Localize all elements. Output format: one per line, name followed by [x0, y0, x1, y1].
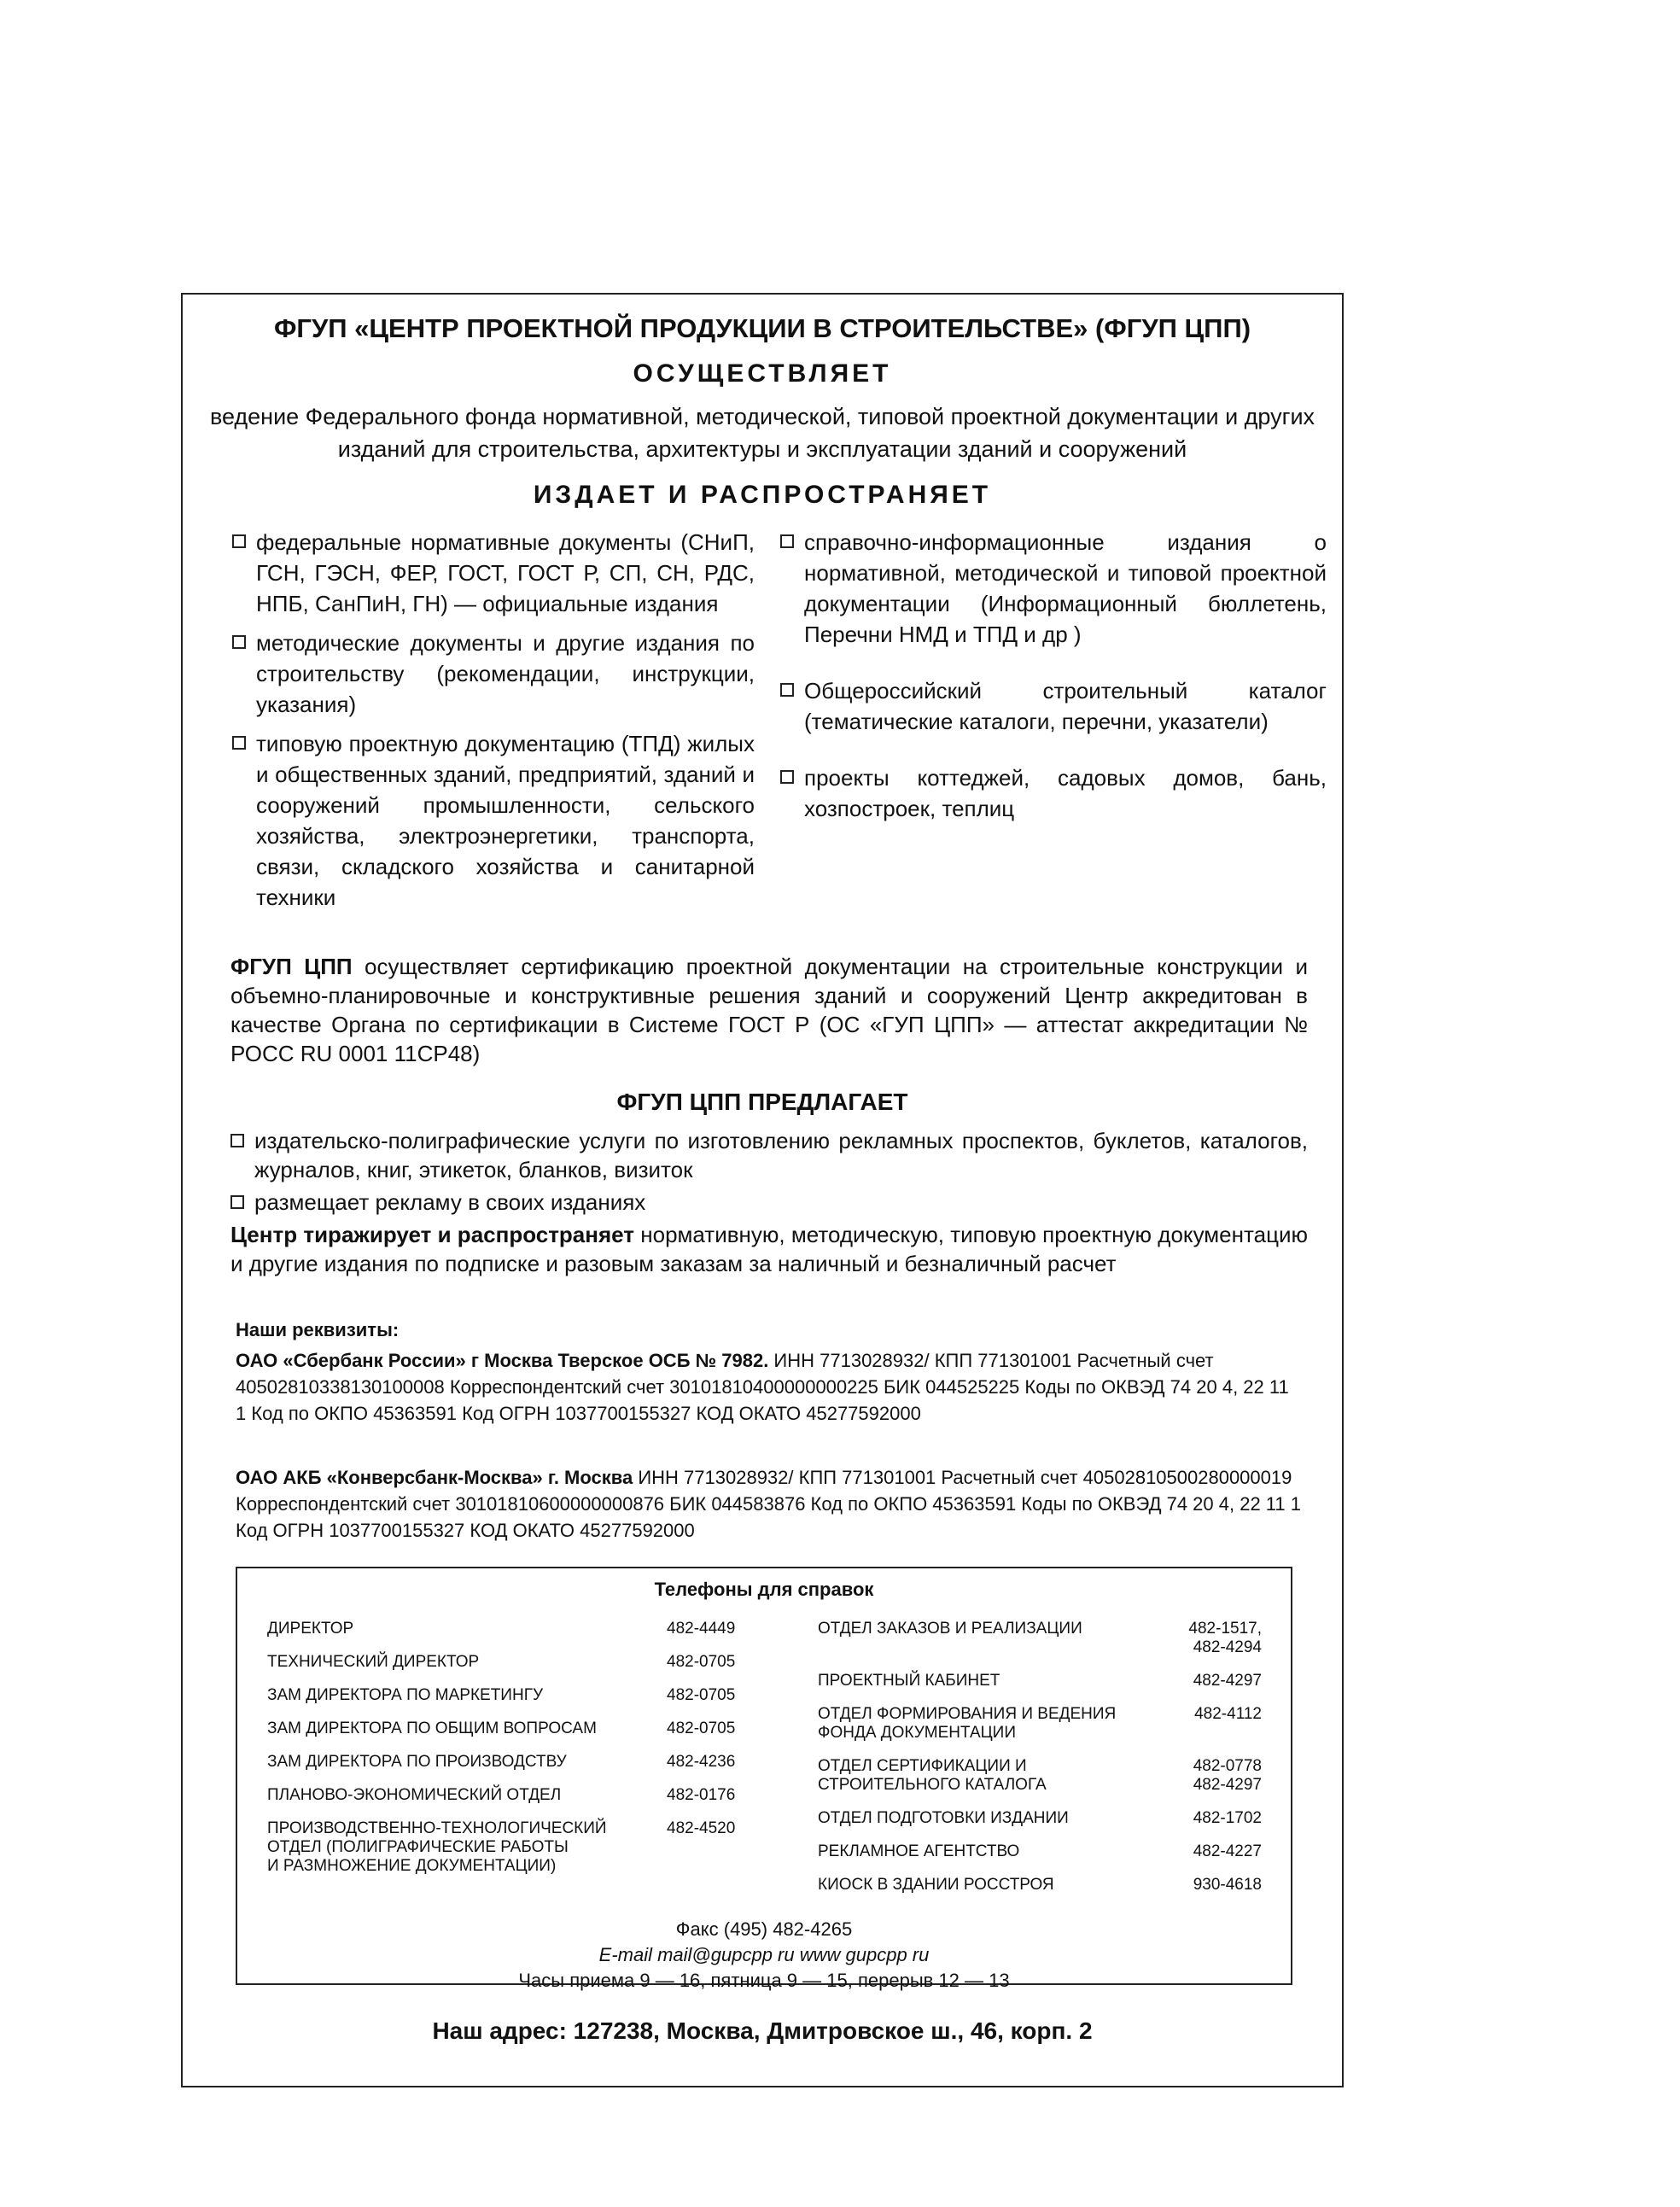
- phone-row: КИОСК В ЗДАНИИ РОССТРОЯ 930-4618: [818, 1876, 1262, 1894]
- document-frame: [181, 293, 1344, 2087]
- checkbox-square-icon: [780, 534, 794, 548]
- lead-text: [183, 400, 1342, 465]
- phones-title: Телефоны для справок: [654, 1579, 874, 1600]
- cert-bold: ФГУП ЦПП: [230, 954, 353, 979]
- lead-text-content: ведение Федерального фонда нормативной, методической, типовой проектной документации и других изданий для строительства, архитектуры и эксплуатации зданий и сооружений: [209, 404, 1315, 462]
- replication-paragraph: [230, 1220, 1308, 1278]
- heading-offers: ФГУП ЦПП ПРЕДЛАГАЕТ: [616, 1089, 908, 1115]
- phones-box: [236, 1567, 1292, 1991]
- checkbox-square-icon: [230, 1134, 244, 1147]
- offers-list: [230, 1126, 1308, 1220]
- checkbox-square-icon: [232, 534, 246, 548]
- email-web-link[interactable]: E-mail mail@gupcpp ru www gupcpp ru: [598, 1944, 930, 1965]
- certification-paragraph: [230, 952, 1308, 1068]
- office-hours: Часы приема 9 — 16, пятница 9 — 15, перерыв 12 — 13: [518, 1970, 1010, 1991]
- phone-row: ЗАМ ДИРЕКТОРА ПО ОБЩИМ ВОПРОСАМ 482-0705: [267, 1719, 736, 1737]
- tiraz-bold: Центр тиражирует и распространяет: [230, 1222, 634, 1247]
- checkbox-square-icon: [232, 635, 246, 649]
- requisites-title: Наши реквизиты:: [236, 1319, 400, 1340]
- bank-requisites-1: [236, 1347, 1303, 1427]
- checkbox-square-icon: [232, 736, 246, 750]
- phone-row: ТЕХНИЧЕСКИЙ ДИРЕКТОР 482-0705: [267, 1653, 736, 1671]
- phone-row: ОТДЕЛ ЗАКАЗОВ И РЕАЛИЗАЦИИ 482-1517, 482-4294: [818, 1620, 1262, 1656]
- checkbox-square-icon: [780, 770, 794, 784]
- document-title: ФГУП «ЦЕНТР ПРОЕКТНОЙ ПРОДУКЦИИ В СТРОИТЕЛЬСТВЕ» (ФГУП ЦПП): [273, 313, 1251, 343]
- phone-row: РЕКЛАМНОЕ АГЕНТСТВО 482-4227: [818, 1842, 1262, 1860]
- list-item: типовую проектную документацию (ТПД) жилых и общественных зданий, предприятий, зданий и сооружений промышленности, сельского хозяйства, электроэнергетики, транспорта, связи, складского хозяйства и санитарной техники: [232, 728, 755, 913]
- bank1-name: ОАО «Сбербанк России» г Москва Тверское ОСБ № 7982.: [236, 1350, 769, 1371]
- checkbox-square-icon: [230, 1195, 244, 1209]
- publish-list-left: [232, 527, 755, 921]
- phones-left-column: [267, 1620, 745, 1890]
- fax-number: Факс (495) 482-4265: [675, 1918, 853, 1940]
- list-item: методические документы и другие издания по строительству (рекомендации, инструкции, указания): [232, 628, 755, 720]
- bank2-name: ОАО АКБ «Конверсбанк-Москва» г. Москва: [236, 1467, 633, 1488]
- heading-publishes: ИЗДАЕТ И РАСПРОСТРАНЯЕТ: [533, 481, 992, 509]
- bank2-details: ИНН 7713028932/ КПП 771301001 Расчетный счет 40502810500280000019 Корреспондентский счет 30101810600000000876 БИК 044583876 Код по ОКПО 45363591 Коды по ОКВЭД 74 20 4, 22 11 1 Код ОГРН 1037700155327 КОД ОКАТО 45277592000: [236, 1467, 1301, 1541]
- phones-right-column: [818, 1620, 1262, 1909]
- list-item: издательско-полиграфические услуги по изготовлению рекламных проспектов, буклетов, каталогов, журналов, книг, этикеток, бланков, визиток: [230, 1126, 1308, 1184]
- tiraz-text: нормативную, методическую, типовую проектную документацию и другие издания по подписке и разовым заказам за наличный и безналичный расчет: [230, 1222, 1308, 1276]
- list-item: Общероссийский строительный каталог (тематические каталоги, перечни, указатели): [780, 675, 1327, 737]
- phone-row: ОТДЕЛ ФОРМИРОВАНИЯ И ВЕДЕНИЯ ФОНДА ДОКУМЕНТАЦИИ 482-4112: [818, 1705, 1262, 1742]
- publish-list-right: [780, 527, 1327, 832]
- list-item: размещает рекламу в своих изданиях: [230, 1188, 1308, 1217]
- list-item: проекты коттеджей, садовых домов, бань, хозпостроек, теплиц: [780, 762, 1327, 824]
- list-item: федеральные нормативные документы (СНиП, ГСН, ГЭСН, ФЕР, ГОСТ, ГОСТ Р, СП, СН, РДС, НПБ, СанПиН, ГН) — официальные издания: [232, 527, 755, 619]
- phone-row: ЗАМ ДИРЕКТОРА ПО ПРОИЗВОДСТВУ 482-4236: [267, 1753, 736, 1771]
- cert-text: осуществляет сертификацию проектной документации на строительные конструкции и объемно-планировочные и конструктивные решения зданий и сооружений Центр аккредитован в качестве Органа по сертификации в Системе ГОСТ Р (ОС «ГУП ЦПП» — аттестат аккредитации № РОСС RU 0001 11СР48): [230, 954, 1308, 1066]
- bank-requisites-2: [236, 1464, 1303, 1544]
- list-item: справочно-информационные издания о нормативной, методической и типовой проектной документации (Информационный бюллетень, Перечни НМД и ТПД и др ): [780, 527, 1327, 650]
- address: Наш адрес: 127238, Москва, Дмитровское ш., 46, корп. 2: [432, 2017, 1093, 2044]
- phone-row: ПЛАНОВО-ЭКОНОМИЧЕСКИЙ ОТДЕЛ 482-0176: [267, 1786, 736, 1804]
- phone-row: ЗАМ ДИРЕКТОРА ПО МАРКЕТИНГУ 482-0705: [267, 1686, 736, 1704]
- heading-performs: ОСУЩЕСТВЛЯЕТ: [633, 359, 892, 388]
- phone-row: ОТДЕЛ ПОДГОТОВКИ ИЗДАНИИ 482-1702: [818, 1809, 1262, 1827]
- bank1-details: ИНН 7713028932/ КПП 771301001 Расчетный счет 40502810338130100008 Корреспондентский счет 30101810400000000225 БИК 044525225 Коды по ОКВЭД 74 20 4, 22 11 1 Код по ОКПО 45363591 Код ОГРН 1037700155327 КОД ОКАТО 45277592000: [236, 1350, 1289, 1424]
- checkbox-square-icon: [780, 683, 794, 697]
- phone-row: ОТДЕЛ СЕРТИФИКАЦИИ И СТРОИТЕЛЬНОГО КАТАЛОГА 482-0778 482-4297: [818, 1757, 1262, 1794]
- phone-row: ДИРЕКТОР 482-4449: [267, 1620, 736, 1638]
- phone-row: ПРОЕКТНЫЙ КАБИНЕТ 482-4297: [818, 1672, 1262, 1690]
- phone-row: ПРОИЗВОДСТВЕННО-ТЕХНОЛОГИЧЕСКИЙ ОТДЕЛ (ПОЛИГРАФИЧЕСКИЕ РАБОТЫ И РАЗМНОЖЕНИЕ ДОКУМЕНТАЦИИ) 482-4520: [267, 1819, 736, 1875]
